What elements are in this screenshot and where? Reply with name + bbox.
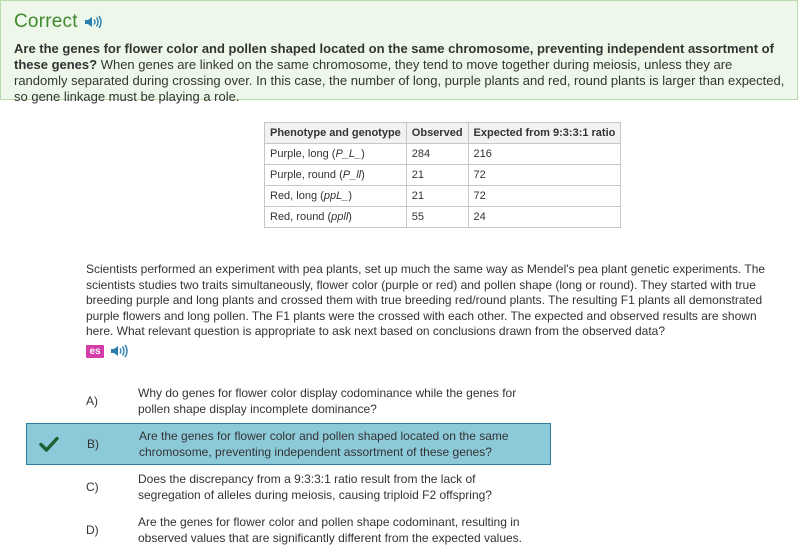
speaker-icon[interactable] (84, 15, 102, 29)
column-header: Phenotype and genotype (265, 123, 407, 144)
phenotype-label: Purple, long (270, 148, 329, 160)
observed-cell: 21 (406, 186, 468, 207)
column-header: Expected from 9:3:3:1 ratio (468, 123, 621, 144)
phenotype-label: Red, long (270, 190, 318, 202)
observed-cell: 284 (406, 144, 468, 165)
table-row (265, 207, 621, 228)
choice-letter: C) (86, 480, 99, 494)
choice-text: Are the genes for flower color and pollen shape codominant, resulting in observed values that are significantly different from the expected values. (138, 515, 522, 545)
phenotype-cell: Red, long (ppL_) (265, 186, 407, 207)
answer-choice-c[interactable] (26, 467, 551, 507)
expected-cell: 24 (468, 207, 621, 228)
genotype-label: ppll (331, 211, 349, 223)
feedback-bold-question: Are the genes for flower color and pollen shaped located on the same chromosome, preventing independent assortment of these genes? (14, 41, 774, 72)
expected-cell: 72 (468, 165, 621, 186)
genotype-label: P_ll (342, 169, 362, 181)
table-row (265, 186, 621, 207)
answer-choice-b[interactable] (26, 423, 551, 465)
phenotype-label: Purple, round (270, 169, 337, 181)
question-tools (86, 344, 128, 358)
feedback-explanation (14, 41, 786, 105)
choice-letter: B) (87, 437, 99, 451)
column-header: Observed (406, 123, 468, 144)
results-table (264, 122, 621, 228)
choice-text: Are the genes for flower color and pollen shaped located on the same chromosome, preventing independent assortment of these genes? (139, 429, 509, 459)
feedback-title: Correct (14, 11, 78, 32)
answer-choice-d[interactable] (26, 510, 551, 550)
table-header-row (265, 123, 621, 144)
table-row (265, 165, 621, 186)
feedback-panel (0, 0, 798, 104)
table-row (265, 144, 621, 165)
question-stem: Scientists performed an experiment with pea plants, set up much the same way as Mendel's pea plant genetic experiments. The scientists studies two traits simultaneously, flower color (purple or red) and pollen shape (long or round). They started with true breeding purple and long plants and crossed them with true breeding red/round plants. The resulting F1 plants all demonstrated purple flowers and long pollen. The F1 plants were the crossed with each other. The expected and observed results are shown here. What relevant question is appropriate to ask next based on conclusions drawn from the observed data? (86, 262, 766, 339)
choice-text: Does the discrepancy from a 9:3:3:1 ratio result from the lack of segregation of alleles during meiosis, causing triploid F2 offspring? (138, 472, 492, 502)
answer-choice-a[interactable] (26, 381, 551, 421)
feedback-header (14, 11, 102, 33)
expected-cell: 72 (468, 186, 621, 207)
checkmark-icon (39, 436, 59, 452)
genotype-label: P_L_ (335, 148, 362, 160)
observed-cell: 21 (406, 165, 468, 186)
spanish-translate-button[interactable]: es (86, 345, 104, 358)
phenotype-cell: Red, round (ppll) (265, 207, 407, 228)
feedback-explanation-text: When genes are linked on the same chromosome, they tend to move together during meiosis, unless they are randomly separated during crossing over. In this case, the number of long, purple plants and red, round plants is larger than expected, so gene linkage must be playing a role. (14, 57, 785, 104)
observed-cell: 55 (406, 207, 468, 228)
genotype-label: ppL_ (323, 190, 349, 202)
expected-cell: 216 (468, 144, 621, 165)
phenotype-label: Red, round (270, 211, 325, 223)
phenotype-cell: Purple, long (P_L_) (265, 144, 407, 165)
choice-text: Why do genes for flower color display codominance while the genes for pollen shape display incomplete dominance? (138, 386, 517, 416)
speaker-icon[interactable] (110, 344, 128, 358)
phenotype-cell: Purple, round (P_ll) (265, 165, 407, 186)
choice-letter: A) (86, 394, 98, 408)
choice-letter: D) (86, 523, 99, 537)
